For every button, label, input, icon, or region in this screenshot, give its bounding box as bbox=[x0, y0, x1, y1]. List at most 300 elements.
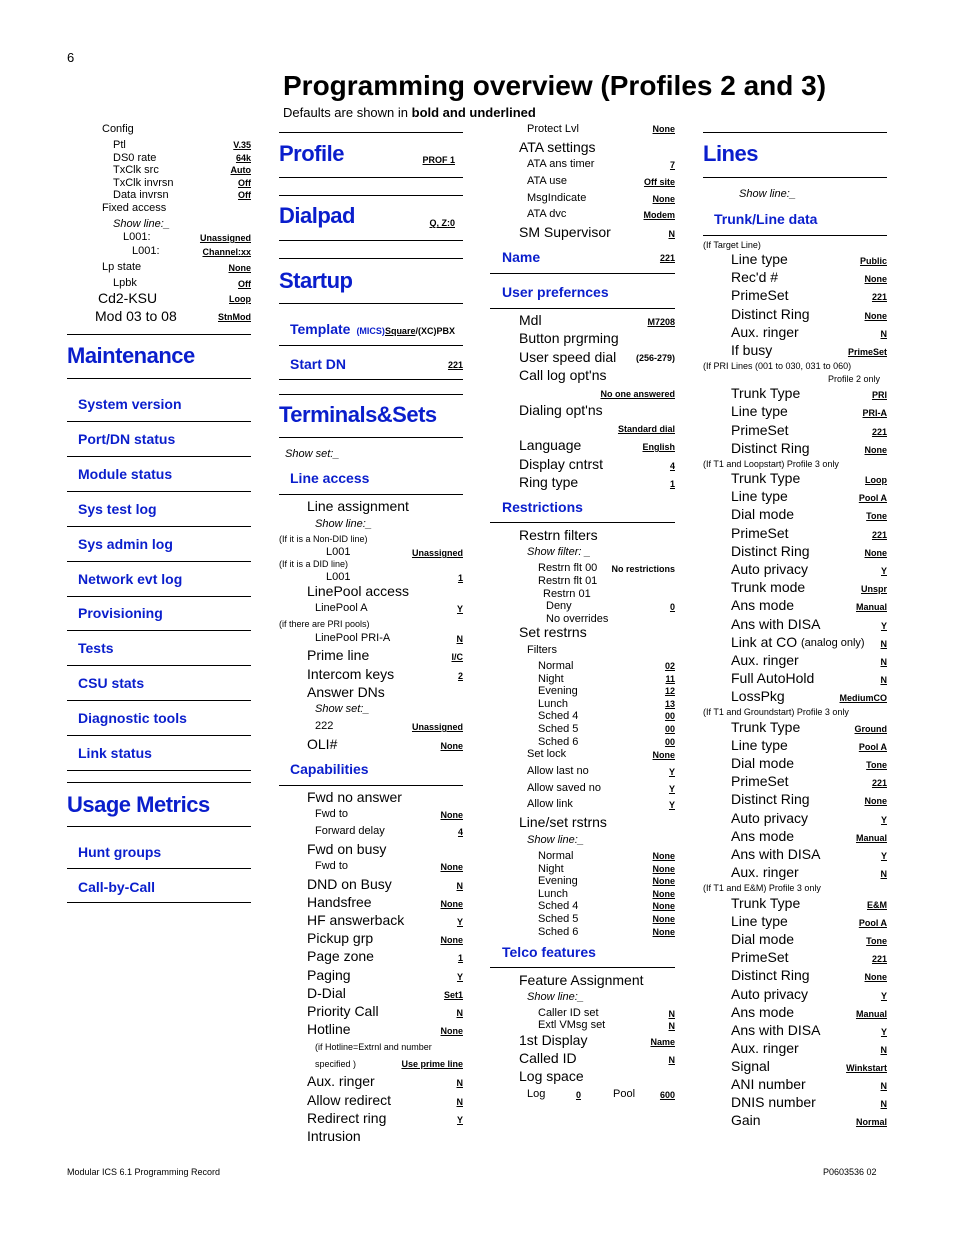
divider bbox=[490, 308, 675, 309]
start-dn-label[interactable]: Start DN bbox=[290, 356, 347, 372]
line-data-value: Winkstart bbox=[846, 1062, 887, 1073]
linepool-label: LinePool A bbox=[315, 602, 368, 614]
line-data-label: PrimeSet bbox=[731, 524, 789, 541]
line-data-value: Manual bbox=[855, 602, 887, 613]
line-label: L001 bbox=[326, 571, 351, 583]
fwd-on-busy-label: Fwd on busy bbox=[307, 841, 387, 857]
line-data-note: (analog only) bbox=[801, 637, 865, 649]
capability-label: Hotline bbox=[307, 1020, 351, 1037]
line-data-label: Dial mode bbox=[731, 755, 795, 772]
dialing-options-label: Dialing opt'ns bbox=[519, 402, 603, 418]
maintenance-item[interactable]: Provisioning bbox=[78, 605, 163, 622]
ata-item-label: ATA dvc bbox=[527, 208, 567, 221]
line-data-label: Trunk Type bbox=[731, 719, 801, 735]
sm-supervisor-label: SM Supervisor bbox=[519, 224, 611, 240]
show-line-label: Show line:_ bbox=[527, 991, 584, 1003]
capability-label: Redirect ring bbox=[307, 1110, 387, 1126]
line-data-label: If busy bbox=[731, 342, 773, 358]
maintenance-item[interactable]: Tests bbox=[78, 640, 114, 657]
divider bbox=[67, 868, 251, 869]
line-data-label: Auto privacy bbox=[731, 985, 809, 1002]
line-data-label: Distinct Ring bbox=[731, 967, 810, 984]
note: Profile 2 only bbox=[828, 374, 881, 384]
allow-last-label: Allow last no bbox=[527, 765, 589, 777]
template-pbx: PBX bbox=[436, 326, 455, 336]
line-data-value: None bbox=[864, 274, 887, 285]
mdl-label: Mdl bbox=[519, 312, 542, 328]
log-label: Log bbox=[527, 1088, 546, 1100]
capability-label: Pickup grp bbox=[307, 930, 374, 947]
divider bbox=[279, 345, 463, 346]
lines-heading: Lines bbox=[703, 141, 758, 166]
line-data-label: Aux. ringer bbox=[731, 1039, 799, 1056]
line-data-label: PrimeSet bbox=[731, 773, 789, 790]
divider bbox=[703, 132, 887, 133]
ata-settings-label: ATA settings bbox=[519, 139, 596, 155]
line-data-label: Line type bbox=[731, 488, 788, 505]
linepool-value: N bbox=[456, 634, 463, 644]
line-data-label: PrimeSet bbox=[731, 949, 789, 966]
linepool-access-label: LinePool access bbox=[307, 583, 409, 599]
maintenance-item[interactable]: Link status bbox=[78, 745, 152, 761]
line-access-link[interactable]: Line access bbox=[290, 470, 370, 486]
cd2-value: Loop bbox=[229, 294, 251, 304]
divider bbox=[279, 177, 463, 178]
dialpad-value: Q, Z:0 bbox=[429, 218, 455, 228]
no-overrides-label: No overrides bbox=[546, 613, 609, 625]
subtitle-bold: bold and underlined bbox=[411, 105, 536, 120]
divider bbox=[67, 770, 251, 771]
line-data-label: Distinct Ring bbox=[731, 791, 810, 808]
note: (If it is a DID line) bbox=[279, 559, 349, 569]
template-row[interactable] bbox=[290, 321, 455, 339]
ata-item-label: MsgIndicate bbox=[527, 191, 587, 204]
maintenance-item[interactable]: Sys admin log bbox=[78, 535, 173, 552]
show-filter-label: Show filter: _ bbox=[527, 546, 591, 558]
schedule-value: 02 bbox=[664, 661, 675, 671]
filters-label: Filters bbox=[527, 644, 557, 656]
divider bbox=[67, 700, 251, 701]
mod-label: Mod 03 to 08 bbox=[95, 308, 177, 324]
page-title: Programming overview (Profiles 2 and 3) bbox=[283, 70, 827, 101]
schedule-label: Night bbox=[538, 672, 564, 685]
allow-last-value: Y bbox=[668, 767, 675, 777]
line-data-value: PrimeSet bbox=[847, 347, 887, 357]
line-data-label: PrimeSet bbox=[731, 287, 789, 304]
capability-value: None bbox=[440, 935, 463, 946]
language-value: English bbox=[642, 442, 675, 452]
maintenance-item[interactable]: Diagnostic tools bbox=[78, 710, 187, 727]
line-data-value: Pool A bbox=[858, 918, 887, 929]
line-data-label: PrimeSet bbox=[731, 421, 789, 438]
line-data-label: Distinct Ring bbox=[731, 440, 810, 457]
divider bbox=[67, 456, 251, 457]
line-data-value: Y bbox=[880, 850, 887, 861]
line-data-label: Trunk Type bbox=[731, 470, 801, 486]
extl-vmsg-label: Extl VMsg set bbox=[538, 1019, 606, 1031]
divider bbox=[67, 665, 251, 666]
first-display-label: 1st Display bbox=[519, 1032, 588, 1048]
called-id-value: N bbox=[668, 1055, 675, 1065]
schedule-value: None bbox=[652, 901, 675, 912]
line-data-label: Trunk Type bbox=[731, 895, 801, 911]
usage-item[interactable]: Hunt groups bbox=[78, 844, 162, 860]
config-label: Config bbox=[102, 123, 134, 135]
start-dn-value: 221 bbox=[447, 360, 463, 370]
show-line-label: Show line:_ bbox=[113, 218, 170, 230]
pool-label: Pool bbox=[613, 1088, 636, 1100]
maintenance-item[interactable]: Port/DN status bbox=[78, 430, 176, 447]
pool-value: 600 bbox=[659, 1090, 675, 1100]
intrusion-label: Intrusion bbox=[307, 1128, 361, 1144]
line-value: 1 bbox=[457, 573, 463, 583]
line-data-label: ANI number bbox=[731, 1076, 806, 1092]
line-data-value: Y bbox=[880, 1026, 887, 1037]
ata-item-value: Modem bbox=[643, 210, 675, 221]
prime-line-label: Prime line bbox=[307, 647, 370, 663]
call-log-label: Call log opt'ns bbox=[519, 367, 607, 383]
divider bbox=[279, 379, 463, 380]
log-space-label: Log space bbox=[519, 1068, 584, 1084]
line-data-value: E&M bbox=[867, 900, 887, 910]
capability-value: N bbox=[456, 1007, 463, 1018]
line-data-value: 221 bbox=[871, 529, 887, 540]
line-data-label: Ans with DISA bbox=[731, 845, 821, 862]
line-data-label: Ans mode bbox=[731, 827, 795, 844]
schedule-label: Night bbox=[538, 862, 564, 875]
contrast-value: 4 bbox=[669, 461, 675, 471]
capability-value: Y bbox=[456, 971, 463, 982]
fwd-to-label: Fwd to bbox=[315, 808, 349, 820]
line-data-value: 221 bbox=[871, 426, 887, 437]
capability-value: None bbox=[440, 1025, 463, 1036]
deny-value: 0 bbox=[669, 602, 675, 612]
show-line-label: Show line:_ bbox=[527, 834, 584, 846]
line-data-value: 221 bbox=[871, 292, 887, 303]
show-set-label: Show set:_ bbox=[315, 703, 370, 715]
note: (If Target Line) bbox=[703, 240, 761, 250]
ata-item-label: ATA ans timer bbox=[527, 158, 595, 170]
capability-value: N bbox=[456, 1078, 463, 1088]
line-data-label: LossPkg bbox=[731, 688, 785, 705]
line-data-value: PRI-A bbox=[862, 408, 887, 419]
line-data-label: Ans mode bbox=[731, 1003, 795, 1020]
maintenance-item[interactable]: Sys test log bbox=[78, 500, 157, 517]
divider bbox=[67, 378, 251, 379]
schedule-label: Sched 6 bbox=[538, 735, 579, 748]
ring-type-label: Ring type bbox=[519, 474, 579, 490]
line-data-value: Unspr bbox=[860, 584, 887, 595]
config-item-label: TxClk src bbox=[113, 164, 159, 177]
template-mics: (MICS) bbox=[356, 326, 385, 336]
divider bbox=[279, 195, 463, 196]
line-data-label: Aux. ringer bbox=[731, 652, 799, 668]
divider bbox=[67, 561, 251, 562]
line-data-value: Pool A bbox=[858, 493, 887, 504]
schedule-label: Sched 5 bbox=[538, 723, 579, 735]
sm-supervisor-value: N bbox=[668, 229, 675, 239]
line-data-value: None bbox=[864, 445, 887, 456]
line-assignment-label: Line assignment bbox=[307, 498, 409, 514]
line-data-value: 221 bbox=[871, 778, 887, 789]
capability-label: Page zone bbox=[307, 948, 374, 965]
schedule-label: Sched 4 bbox=[538, 900, 579, 913]
config-item-label: Ptl bbox=[113, 139, 126, 151]
schedule-label: Lunch bbox=[538, 887, 568, 900]
oli-label: OLI# bbox=[307, 736, 338, 752]
ata-item-value: 7 bbox=[669, 160, 675, 170]
capability-label: Paging bbox=[307, 966, 351, 983]
capability-label: Aux. ringer bbox=[307, 1073, 375, 1089]
set-restrns-label: Set restrns bbox=[519, 624, 587, 640]
answer-dns-label: Answer DNs bbox=[307, 684, 385, 700]
line-data-label: Gain bbox=[731, 1112, 761, 1129]
subtitle-prefix: Defaults are shown in bbox=[283, 105, 412, 120]
divider bbox=[67, 334, 251, 335]
prime-line-value: I/C bbox=[451, 652, 463, 662]
line-data-label: Ans with DISA bbox=[731, 1021, 821, 1038]
lpbk-label: Lpbk bbox=[113, 277, 137, 289]
usage-metrics-heading: Usage Metrics bbox=[67, 792, 210, 817]
capability-label: Priority Call bbox=[307, 1002, 379, 1019]
allow-link-value: Y bbox=[668, 800, 675, 810]
capability-value: Y bbox=[456, 1115, 463, 1125]
divider bbox=[67, 630, 251, 631]
line-data-value: None bbox=[864, 796, 887, 807]
note: (If T1 and Loopstart) Profile 3 only bbox=[703, 459, 839, 469]
line-data-value: Tone bbox=[866, 760, 887, 771]
line-data-value: N bbox=[880, 1044, 887, 1055]
name-link[interactable]: Name bbox=[502, 249, 541, 265]
profile-heading: Profile bbox=[279, 141, 344, 166]
schedule-value: None bbox=[652, 863, 675, 874]
deny-label: Deny bbox=[546, 600, 572, 612]
divider bbox=[490, 273, 675, 274]
config-item-label: TxClk invrsn bbox=[113, 176, 174, 189]
show-set-label: Show set:_ bbox=[285, 448, 340, 460]
schedule-label: Sched 4 bbox=[538, 710, 579, 723]
trunk-line-data-link[interactable]: Trunk/Line data bbox=[714, 211, 818, 227]
capability-label: D-Dial bbox=[307, 984, 346, 1001]
capability-value: 1 bbox=[457, 953, 463, 964]
call-log-value: No one answered bbox=[600, 389, 675, 399]
divider bbox=[67, 735, 251, 736]
template-label: Template bbox=[290, 321, 351, 337]
line-data-value: None bbox=[864, 310, 887, 321]
line-data-value: Manual bbox=[855, 832, 887, 843]
set-lock-label: Set lock bbox=[527, 748, 567, 760]
line-data-value: N bbox=[880, 328, 887, 339]
line-data-label: Trunk Type bbox=[731, 385, 801, 401]
divider bbox=[67, 902, 251, 903]
line-data-value: PRI bbox=[871, 390, 887, 400]
called-id-label: Called ID bbox=[519, 1050, 577, 1066]
line-data-label: DNIS number bbox=[731, 1094, 816, 1111]
capability-label: Handsfree bbox=[307, 894, 372, 911]
line-data-label: Link at CO bbox=[731, 634, 798, 650]
telco-features-link[interactable]: Telco features bbox=[502, 944, 596, 960]
restrictions-link[interactable]: Restrictions bbox=[502, 499, 583, 515]
restrn-label: Restrn 01 bbox=[543, 588, 591, 600]
line-data-value: Public bbox=[859, 256, 887, 266]
line-data-value: MediumCO bbox=[839, 693, 887, 704]
allow-saved-value: Y bbox=[668, 784, 675, 794]
divider bbox=[703, 235, 887, 236]
line-data-value: None bbox=[864, 547, 887, 558]
schedule-value: None bbox=[652, 876, 675, 887]
config-item-value: Auto bbox=[230, 165, 251, 176]
restrn-filter-label: Restrn flt 00 bbox=[538, 562, 598, 574]
language-label: Language bbox=[519, 437, 582, 453]
capability-label: HF answerback bbox=[307, 912, 405, 929]
line-data-label: Distinct Ring bbox=[731, 542, 810, 559]
line-data-value: N bbox=[880, 639, 887, 649]
fwd-no-answer-label: Fwd no answer bbox=[307, 789, 402, 805]
footer-right: P0603536 02 bbox=[823, 1167, 877, 1177]
line-data-value: Tone bbox=[866, 511, 887, 522]
name-value: 221 bbox=[659, 253, 675, 263]
line-value: Unassigned bbox=[199, 233, 251, 243]
divider bbox=[67, 826, 251, 827]
divider bbox=[67, 596, 251, 597]
line-data-value: Ground bbox=[854, 724, 887, 734]
line-data-label: Dial mode bbox=[731, 931, 795, 948]
capability-value: None bbox=[440, 899, 463, 910]
line-label: L001 bbox=[326, 546, 351, 558]
note: (If T1 and E&M) Profile 3 only bbox=[703, 883, 821, 893]
schedule-label: Sched 5 bbox=[538, 913, 579, 925]
fwd-to-label: Fwd to bbox=[315, 860, 349, 872]
usage-item[interactable]: Call-by-Call bbox=[78, 879, 156, 895]
capability-value: N bbox=[456, 881, 463, 891]
dn-value: Unassigned bbox=[411, 722, 463, 732]
divider bbox=[67, 782, 251, 783]
maintenance-item[interactable]: Module status bbox=[78, 465, 173, 482]
divider bbox=[279, 240, 463, 241]
line-data-value: Manual bbox=[855, 1008, 887, 1019]
schedule-value: 00 bbox=[664, 736, 675, 747]
ring-type-value: 1 bbox=[669, 479, 675, 489]
line-data-label: Aux. ringer bbox=[731, 863, 799, 880]
first-display-value: Name bbox=[650, 1037, 675, 1047]
schedule-label: Normal bbox=[538, 660, 574, 672]
schedule-value: None bbox=[652, 888, 675, 899]
capabilities-link[interactable]: Capabilities bbox=[290, 761, 369, 777]
line-data-value: N bbox=[880, 657, 887, 667]
config-item-value: Off bbox=[238, 177, 251, 188]
feature-assignment-label: Feature Assignment bbox=[519, 972, 644, 988]
line-data-label: Ans mode bbox=[731, 597, 795, 614]
line-set-restrns-label: Line/set rstrns bbox=[519, 814, 607, 830]
schedule-label: Evening bbox=[538, 685, 578, 698]
divider bbox=[703, 177, 887, 178]
divider bbox=[279, 132, 463, 133]
startup-heading: Startup bbox=[279, 268, 353, 293]
line-data-value: N bbox=[880, 675, 887, 686]
hotline-value: Use prime line bbox=[401, 1059, 463, 1069]
page-subtitle bbox=[283, 105, 536, 120]
page-number: 6 bbox=[67, 50, 75, 65]
divider bbox=[279, 258, 463, 259]
line-data-label: Aux. ringer bbox=[731, 323, 799, 340]
divider bbox=[490, 522, 675, 523]
line-data-label: Auto privacy bbox=[731, 809, 809, 826]
template-xc: /(XC) bbox=[415, 326, 437, 336]
dialpad-heading: Dialpad bbox=[279, 203, 355, 228]
dialing-value: Standard dial bbox=[617, 424, 675, 434]
intercom-label: Intercom keys bbox=[307, 666, 395, 682]
forward-delay-label: Forward delay bbox=[315, 825, 385, 837]
lp-state-value: None bbox=[228, 263, 251, 273]
fwd-to-value: None bbox=[440, 862, 463, 872]
maintenance-item[interactable]: Network evt log bbox=[78, 570, 183, 587]
divider bbox=[490, 967, 675, 968]
hotline-note: (if Hotline=Extrnl and number bbox=[315, 1042, 432, 1052]
protect-label: Protect Lvl bbox=[527, 123, 579, 135]
profile-value: PROF 1 bbox=[422, 155, 455, 165]
oli-value: None bbox=[440, 741, 463, 751]
speed-dial-value: (256-279) bbox=[635, 353, 675, 363]
schedule-value: 13 bbox=[664, 698, 675, 709]
template-square: Square bbox=[384, 326, 416, 336]
intercom-value: 2 bbox=[457, 671, 463, 681]
line-data-label: Line type bbox=[731, 251, 788, 267]
line-data-label: Distinct Ring bbox=[731, 305, 810, 322]
allow-saved-label: Allow saved no bbox=[527, 782, 601, 794]
user-preferences-link[interactable]: User prefernces bbox=[502, 284, 609, 300]
log-value: 0 bbox=[575, 1090, 581, 1100]
line-data-label: Auto privacy bbox=[731, 561, 809, 577]
schedule-value: 11 bbox=[665, 673, 675, 684]
hotline-note: specified ) bbox=[315, 1059, 357, 1069]
divider bbox=[279, 394, 463, 395]
contrast-label: Display cntrst bbox=[519, 456, 604, 472]
caller-id-label: Caller ID set bbox=[538, 1007, 599, 1019]
divider bbox=[67, 491, 251, 492]
mod-value: StnMod bbox=[218, 312, 251, 322]
lp-state-label: Lp state bbox=[102, 261, 142, 273]
line-data-value: None bbox=[864, 972, 887, 983]
config-item-label: DS0 rate bbox=[113, 151, 157, 164]
line-data-value: Pool A bbox=[858, 742, 887, 753]
dn-label: 222 bbox=[315, 720, 334, 732]
schedule-label: Lunch bbox=[538, 697, 568, 710]
show-line-label: Show line:_ bbox=[739, 188, 796, 200]
maintenance-item[interactable]: System version bbox=[78, 396, 182, 412]
schedule-value: None bbox=[652, 926, 675, 937]
capability-value: Set1 bbox=[443, 989, 463, 1000]
line-data-value: N bbox=[880, 868, 887, 879]
line-data-label: Line type bbox=[731, 913, 788, 930]
line-data-value: Normal bbox=[855, 1117, 887, 1128]
config-item-label: Data invrsn bbox=[113, 189, 169, 202]
note: (If it is a Non-DID line) bbox=[279, 534, 368, 544]
line-data-label: Full AutoHold bbox=[731, 670, 815, 687]
maintenance-item[interactable]: CSU stats bbox=[78, 675, 145, 692]
divider bbox=[67, 421, 251, 422]
maintenance-heading: Maintenance bbox=[67, 343, 195, 368]
caller-id-value: N bbox=[668, 1009, 675, 1019]
divider bbox=[279, 437, 463, 438]
protect-value: None bbox=[652, 124, 675, 134]
divider bbox=[67, 526, 251, 527]
button-programming-label: Button prgrming bbox=[519, 330, 619, 346]
capability-value: Y bbox=[456, 917, 463, 928]
line-data-value: Loop bbox=[865, 475, 887, 485]
linepool-value: Y bbox=[456, 604, 463, 614]
line-data-value: Tone bbox=[866, 936, 887, 947]
restrn-filters-label: Restrn filters bbox=[519, 527, 598, 543]
